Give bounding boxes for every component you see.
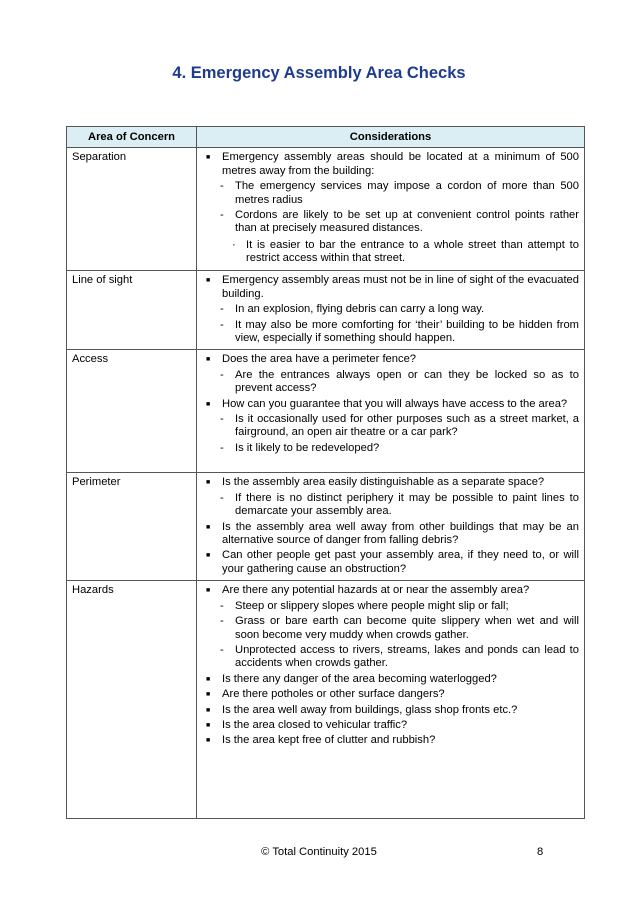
list-item xyxy=(202,521,579,548)
dash-marker: - xyxy=(220,368,224,381)
dot-marker: · xyxy=(232,238,236,251)
page-number: 8 xyxy=(537,846,544,858)
list-item xyxy=(202,673,579,686)
list-item xyxy=(202,476,579,489)
list-item xyxy=(202,398,579,411)
item-text: Is it likely to be redeveloped? xyxy=(235,441,380,454)
list-item xyxy=(202,319,579,346)
table-row xyxy=(67,271,585,350)
item-text: The emergency services may impose a cordon of more than 500 metres radius xyxy=(235,180,579,206)
area-of-concern-cell: Line of sight xyxy=(67,271,197,350)
item-text: Is the area kept free of clutter and rubbish? xyxy=(222,734,436,747)
item-text: It is easier to bar the entrance to a whole street than attempt to restrict access within that street. xyxy=(246,238,579,265)
item-text: Does the area have a perimeter fence? xyxy=(222,353,417,366)
list-item xyxy=(202,734,579,747)
table-row xyxy=(67,148,585,271)
considerations-cell xyxy=(197,271,585,350)
table-row xyxy=(67,350,585,473)
list-item xyxy=(202,615,579,642)
dash-marker: - xyxy=(220,441,224,454)
bullet-marker: ■ xyxy=(206,277,211,285)
list-item xyxy=(202,719,579,732)
list-item xyxy=(202,369,579,396)
dash-marker: - xyxy=(220,643,224,656)
dash-marker: - xyxy=(220,615,224,628)
header-area-of-concern: Area of Concern xyxy=(67,127,197,148)
item-text: It may also be more comforting for ‘their’ building to be hidden from view, especially if something should happen. xyxy=(235,318,579,345)
list-item xyxy=(202,600,579,613)
bullet-marker: ■ xyxy=(206,154,211,162)
bullet-marker: ■ xyxy=(206,675,211,683)
dash-marker: - xyxy=(220,303,224,316)
area-of-concern-cell: Perimeter xyxy=(67,473,197,581)
dash-marker: - xyxy=(220,180,224,193)
list-item xyxy=(202,688,579,701)
item-text: Are the entrances always open or can they be locked so as to prevent access? xyxy=(235,368,579,395)
list-item xyxy=(202,644,579,671)
item-text: Is the assembly area easily distinguishable as a separate space? xyxy=(222,476,545,489)
item-text: Cordons are likely to be set up at convenient control points rather than at precisely measured distances. xyxy=(235,209,579,235)
bullet-marker: ■ xyxy=(206,737,211,745)
list-item xyxy=(202,151,579,178)
list-item xyxy=(202,303,579,316)
dash-marker: - xyxy=(220,599,224,612)
item-text: Are there potholes or other surface dangers? xyxy=(222,688,445,701)
list-item xyxy=(202,209,579,236)
bullet-marker: ■ xyxy=(206,356,211,364)
bullet-marker: ■ xyxy=(206,691,211,699)
item-text: In an explosion, flying debris can carry a long way. xyxy=(235,303,485,316)
bullet-marker: ■ xyxy=(206,706,211,714)
considerations-cell xyxy=(197,473,585,581)
list-item xyxy=(202,549,579,576)
copyright-text: © Total Continuity 2015 xyxy=(261,846,377,858)
bullet-marker: ■ xyxy=(206,552,211,560)
considerations-cell xyxy=(197,350,585,473)
bullet-marker: ■ xyxy=(206,587,211,595)
item-text: Steep or slippery slopes where people might slip or fall; xyxy=(235,599,509,612)
list-item xyxy=(202,353,579,366)
item-text: If there is no distinct periphery it may be possible to paint lines to demarcate your assembly area. xyxy=(235,491,579,518)
item-text: Unprotected access to rivers, streams, lakes and ponds can lead to accidents when crowds gather. xyxy=(235,643,579,670)
list-item xyxy=(202,492,579,519)
item-text: Is the area closed to vehicular traffic? xyxy=(222,718,408,731)
header-considerations: Considerations xyxy=(197,127,585,148)
item-text: Is it occasionally used for other purposes such as a street market, a fairground, an open air theatre or a car park? xyxy=(235,413,579,439)
list-item xyxy=(202,442,579,455)
bullet-marker: ■ xyxy=(206,523,211,531)
dash-marker: - xyxy=(220,413,224,426)
considerations-cell xyxy=(197,148,585,271)
dash-marker: - xyxy=(220,491,224,504)
dash-marker: - xyxy=(220,318,224,331)
item-text: Can other people get past your assembly area, if they need to, or will your gathering cause an obstruction? xyxy=(222,549,579,575)
list-item xyxy=(202,180,579,207)
assembly-checks-table xyxy=(66,126,585,819)
area-of-concern-cell: Separation xyxy=(67,148,197,271)
table-row xyxy=(67,581,585,819)
bullet-marker: ■ xyxy=(206,400,211,408)
item-text: How can you guarantee that you will always have access to the area? xyxy=(222,397,568,410)
table-row xyxy=(67,473,585,581)
item-text: Is the assembly area well away from other buildings that may be an alternative source of danger from falling debris? xyxy=(222,520,579,547)
item-text: Grass or bare earth can become quite slippery when wet and will soon become very muddy when crowds gather. xyxy=(235,615,579,641)
area-of-concern-cell: Hazards xyxy=(67,581,197,819)
list-item xyxy=(202,413,579,440)
item-text: Emergency assembly areas should be located at a minimum of 500 metres away from the building: xyxy=(222,151,579,177)
dash-marker: - xyxy=(220,209,224,222)
bullet-marker: ■ xyxy=(206,479,211,487)
item-text: Emergency assembly areas must not be in line of sight of the evacuated building. xyxy=(222,274,579,300)
area-of-concern-cell: Access xyxy=(67,350,197,473)
item-text: Is there any danger of the area becoming waterlogged? xyxy=(222,672,497,685)
list-item xyxy=(202,584,579,597)
page-title: 4. Emergency Assembly Area Checks xyxy=(172,64,466,82)
item-text: Is the area well away from buildings, glass shop fronts etc.? xyxy=(222,703,518,716)
list-item xyxy=(202,274,579,301)
item-text: Are there any potential hazards at or near the assembly area? xyxy=(222,584,530,597)
bullet-marker: ■ xyxy=(206,721,211,729)
list-item xyxy=(202,239,579,266)
considerations-cell xyxy=(197,581,585,819)
table-header-row xyxy=(67,127,585,148)
list-item xyxy=(202,704,579,717)
